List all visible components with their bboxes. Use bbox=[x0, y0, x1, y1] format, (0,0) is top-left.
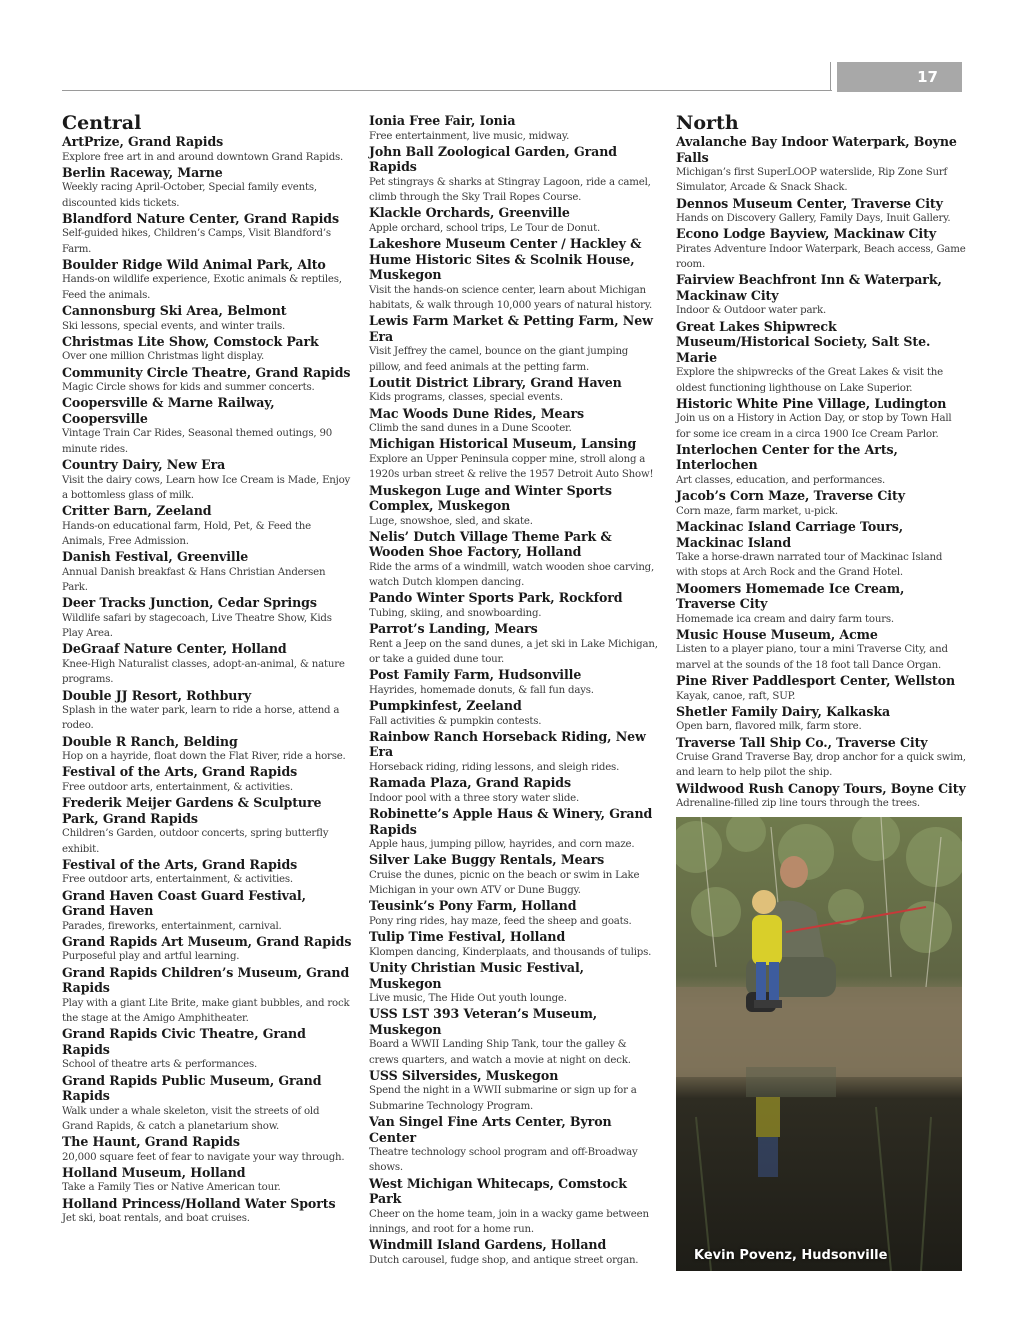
listing-name: Mac Woods Dune Rides, Mears bbox=[369, 405, 585, 421]
listing-name: Muskegon Luge and Winter Sports Complex, Muskegon bbox=[369, 482, 612, 514]
listing-entry bbox=[676, 627, 966, 673]
listing-description: Art classes, education, and performances. bbox=[676, 474, 886, 486]
listing-entry bbox=[369, 852, 659, 898]
listing-entry bbox=[369, 436, 659, 482]
listing-description: Ski lessons, special events, and winter trails. bbox=[62, 320, 286, 332]
listing-name: West Michigan Whitecaps, Comstock Park bbox=[369, 1175, 627, 1207]
listing-entry bbox=[62, 211, 352, 257]
listing-description: Spend the night in a WWII submarine or sign up for a Submarine Technology Program. bbox=[369, 1085, 637, 1112]
listing-description: Take a Family Ties or Native American tour. bbox=[62, 1182, 281, 1194]
listing-entry bbox=[369, 1114, 659, 1176]
listing-entry bbox=[62, 888, 352, 934]
listing-name: Double JJ Resort, Rothbury bbox=[62, 687, 252, 703]
listing-description: Pony ring rides, hay maze, feed the sheep and goats. bbox=[369, 915, 632, 927]
listing-entry bbox=[62, 934, 352, 965]
listing-description: Cheer on the home team, join in a wacky game between innings, and root for a home run. bbox=[369, 1208, 649, 1235]
listing-entry bbox=[62, 549, 352, 595]
listing-entry bbox=[62, 1196, 352, 1227]
listing-name: USS Silversides, Muskegon bbox=[369, 1067, 559, 1083]
listing-description: Rent a Jeep on the sand dunes, a jet ski in Lake Michigan, or take a guided dune tour. bbox=[369, 638, 658, 666]
photo-father-child-fishing bbox=[676, 817, 962, 1271]
listing-name: Community Circle Theatre, Grand Rapids bbox=[62, 364, 351, 380]
listing-entry bbox=[676, 488, 966, 519]
listing-entry bbox=[369, 806, 659, 852]
listing-name: Wildwood Rush Canopy Tours, Boyne City bbox=[676, 780, 966, 796]
listing-name: Music House Museum, Acme bbox=[676, 626, 878, 642]
listing-entry bbox=[62, 764, 352, 795]
listing-name: Grand Rapids Public Museum, Grand Rapids bbox=[62, 1072, 322, 1104]
listing-entry bbox=[62, 1134, 352, 1165]
listing-description: Explore free art in and around downtown Grand Rapids. bbox=[62, 151, 344, 163]
listing-description: Klompen dancing, Kinderplaats, and thousands of tulips. bbox=[369, 946, 652, 958]
listing-entry bbox=[369, 1237, 659, 1268]
listing-description: School of theatre arts & performances. bbox=[62, 1059, 258, 1071]
listing-description: Jet ski, boat rentals, and boat cruises. bbox=[62, 1213, 250, 1225]
listing-description: Live music, The Hide Out youth lounge. bbox=[369, 993, 567, 1005]
listing-name: Holland Museum, Holland bbox=[62, 1164, 246, 1180]
page-number-text: 17 bbox=[917, 68, 938, 86]
listing-description: Horseback riding, riding lessons, and sleigh rides. bbox=[369, 761, 620, 773]
listing-entry bbox=[676, 704, 966, 735]
listing-description: Take a horse-drawn narrated tour of Mackinac Island with stops at Arch Rock and the Grand Hotel. bbox=[676, 552, 943, 579]
listing-name: Jacob’s Corn Maze, Traverse City bbox=[676, 488, 905, 504]
listing-entry bbox=[369, 960, 659, 1006]
listing-name: Klackle Orchards, Greenville bbox=[369, 205, 570, 221]
listing-name: Nelis’ Dutch Village Theme Park & Wooden Shoe Factory, Holland bbox=[369, 528, 612, 560]
listing-description: Kids programs, classes, special events. bbox=[369, 392, 563, 404]
listing-entry bbox=[676, 442, 966, 488]
listing-entry bbox=[369, 236, 659, 313]
listing-description: Board a WWII Landing Ship Tank, tour the galley & crews quarters, and watch a movie at night on deck. bbox=[369, 1039, 631, 1066]
listing-description: Pet stingrays & sharks at Stingray Lagoon, ride a camel, climb through the Sky Trail Ropes Course. bbox=[369, 176, 651, 204]
listing-name: Frederik Meijer Gardens & Sculpture Park, Grand Rapids bbox=[62, 795, 322, 826]
listing-entry bbox=[369, 406, 659, 437]
listing-description: Explore the shipwrecks of the Great Lakes & visit the oldest functioning lighthouse on Lake Superior. bbox=[676, 367, 943, 394]
listing-entry bbox=[676, 226, 966, 272]
listing-description: Dutch carousel, fudge shop, and antique street organ. bbox=[369, 1254, 639, 1266]
listing-description: Annual Danish breakfast & Hans Christian Andersen Park. bbox=[62, 566, 326, 594]
listing-name: Deer Tracks Junction, Cedar Springs bbox=[62, 595, 317, 611]
listing-name: Christmas Lite Show, Comstock Park bbox=[62, 333, 319, 349]
north-entries bbox=[676, 134, 966, 812]
listing-name: Festival of the Arts, Grand Rapids bbox=[62, 856, 298, 872]
listing-description: Walk under a whale skeleton, visit the streets of old Grand Rapids, & catch a planetarium show. bbox=[62, 1105, 320, 1132]
listing-description: Theatre technology school program and off-Broadway shows. bbox=[369, 1147, 638, 1174]
listing-name: Lewis Farm Market & Petting Farm, New Era bbox=[369, 313, 653, 344]
listing-name: Cannonsburg Ski Area, Belmont bbox=[62, 303, 287, 319]
listing-entry bbox=[676, 781, 966, 812]
listing-name: Double R Ranch, Belding bbox=[62, 733, 238, 749]
listing-entry bbox=[369, 205, 659, 236]
listing-entry bbox=[62, 134, 352, 165]
listing-name: Loutit District Library, Grand Haven bbox=[369, 374, 622, 390]
listing-name: Tulip Time Festival, Holland bbox=[369, 929, 566, 945]
photo-caption: Kevin Povenz, Hudsonville bbox=[694, 1248, 888, 1263]
listing-description: Michigan’s first SuperLOOP waterslide, Rip Zone Surf Simulator, Arcade & Snack Shack. bbox=[676, 167, 948, 194]
listing-name: Blandford Nature Center, Grand Rapids bbox=[62, 210, 339, 226]
north-column bbox=[676, 113, 966, 812]
listing-description: Apple haus, jumping pillow, hayrides, and corn maze. bbox=[369, 839, 635, 851]
listing-description: Vintage Train Car Rides, Seasonal themed outings, 90 minute rides. bbox=[62, 428, 333, 455]
listing-entry bbox=[369, 667, 659, 698]
listing-name: John Ball Zoological Garden, Grand Rapids bbox=[369, 143, 617, 175]
listing-description: Listen to a player piano, tour a mini Traverse City, and marvel at the sounds of the 18 foot tall Dance Organ. bbox=[676, 644, 948, 671]
listing-entry bbox=[62, 595, 352, 641]
listing-description: Tubing, skiing, and snowboarding. bbox=[369, 607, 542, 619]
listing-entry bbox=[62, 1073, 352, 1135]
listing-entry bbox=[62, 165, 352, 211]
listing-entry bbox=[369, 929, 659, 960]
listing-entry bbox=[676, 134, 966, 196]
listing-name: Festival of the Arts, Grand Rapids bbox=[62, 764, 298, 780]
listing-name: USS LST 393 Veteran’s Museum, Muskegon bbox=[369, 1006, 598, 1037]
listing-entry bbox=[62, 688, 352, 734]
listing-name: The Haunt, Grand Rapids bbox=[62, 1134, 240, 1150]
listing-name: Berlin Raceway, Marne bbox=[62, 164, 223, 180]
listing-description: 20,000 square feet of fear to navigate your way through. bbox=[62, 1151, 345, 1163]
listing-description: Climb the sand dunes in a Dune Scooter. bbox=[369, 423, 572, 435]
listing-name: Danish Festival, Greenville bbox=[62, 549, 249, 565]
listing-description: Hayrides, homemade donuts, & fall fun days. bbox=[369, 684, 594, 696]
listing-description: Parades, fireworks, entertainment, carnival. bbox=[62, 920, 282, 932]
listing-description: Weekly racing April-October, Special family events, discounted kids tickets. bbox=[62, 182, 317, 209]
listing-entry bbox=[62, 641, 352, 687]
listing-description: Corn maze, farm market, u-pick. bbox=[676, 505, 838, 517]
listing-entry bbox=[62, 457, 352, 503]
listing-name: Pine River Paddlesport Center, Wellston bbox=[676, 673, 956, 689]
listing-entry bbox=[62, 857, 352, 888]
listing-description: Open barn, flavored milk, farm store. bbox=[676, 721, 862, 733]
listing-name: Parrot’s Landing, Mears bbox=[369, 621, 538, 637]
listing-description: Explore an Upper Peninsula copper mine, stroll along a 1920s urban street & relive the 1957 Detroit Auto Show! bbox=[369, 453, 654, 481]
listing-description: Free outdoor arts, entertainment, & activities. bbox=[62, 874, 293, 886]
listing-description: Hands-on educational farm, Hold, Pet, & Feed the Animals, Free Admission. bbox=[62, 520, 311, 547]
listing-description: Join us on a History in Action Day, or stop by Town Hall for some ice cream in a circa 1900 Ice Cream Parlor. bbox=[676, 413, 952, 440]
listing-name: Country Dairy, New Era bbox=[62, 457, 226, 473]
listing-name: Grand Rapids Children’s Museum, Grand Rapids bbox=[62, 964, 350, 996]
listing-entry bbox=[62, 365, 352, 396]
listing-description: Cruise Grand Traverse Bay, drop anchor for a quick swim, and learn to help pilot the ship. bbox=[676, 752, 966, 779]
listing-description: Hop on a hayride, float down the Flat River, ride a horse. bbox=[62, 751, 346, 763]
listing-description: Indoor pool with a three story water slide. bbox=[369, 792, 580, 804]
listing-name: Rainbow Ranch Horseback Riding, New Era bbox=[369, 728, 646, 760]
listing-name: Traverse Tall Ship Co., Traverse City bbox=[676, 734, 928, 750]
listing-name: Teusink’s Pony Farm, Holland bbox=[369, 898, 577, 914]
listing-description: Indoor & Outdoor water park. bbox=[676, 305, 826, 317]
listing-description: Visit Jeffrey the camel, bounce on the giant jumping pillow, and feed animals at the petting farm. bbox=[369, 346, 629, 373]
listing-name: Holland Princess/Holland Water Sports bbox=[62, 1195, 336, 1211]
listing-description: Knee-High Naturalist classes, adopt-an-animal, & nature programs. bbox=[62, 658, 345, 686]
listing-entry bbox=[369, 775, 659, 806]
listing-entry bbox=[369, 698, 659, 729]
listing-name: Critter Barn, Zeeland bbox=[62, 503, 212, 519]
listing-description: Kayak, canoe, raft, SUP. bbox=[676, 690, 796, 702]
section-title-central: Central bbox=[62, 112, 142, 134]
listing-name: Van Singel Fine Arts Center, Byron Center bbox=[369, 1114, 612, 1145]
middle-entries bbox=[369, 113, 659, 1268]
listing-entry bbox=[369, 1068, 659, 1114]
listing-name: Moomers Homemade Ice Cream, Traverse City bbox=[676, 580, 905, 612]
listing-name: Lakeshore Museum Center / Hackley & Hume Historic Sites & Scolnik House, Muskegon bbox=[369, 236, 642, 283]
listing-entry bbox=[62, 257, 352, 303]
listing-description: Free entertainment, live music, midway. bbox=[369, 130, 570, 142]
listing-entry bbox=[369, 113, 659, 144]
listing-entry bbox=[62, 303, 352, 334]
listing-entry bbox=[62, 1026, 352, 1072]
listing-name: DeGraaf Nature Center, Holland bbox=[62, 641, 287, 657]
listing-description: Fall activities & pumpkin contests. bbox=[369, 715, 542, 727]
listing-description: Hands-on wildlife experience, Exotic animals & reptiles, Feed the animals. bbox=[62, 274, 342, 301]
listing-entry bbox=[62, 795, 352, 857]
listing-entry bbox=[62, 395, 352, 457]
listing-description: Apple orchard, school trips, Le Tour de Donut. bbox=[369, 222, 601, 234]
listing-description: Wildlife safari by stagecoach, Live Theatre Show, Kids Play Area. bbox=[62, 612, 332, 640]
listing-name: Ramada Plaza, Grand Rapids bbox=[369, 775, 571, 791]
header-rule-divider bbox=[830, 62, 831, 91]
listing-description: Visit the hands-on science center, learn about Michigan habitats, & walk through 10,000 years of natural history. bbox=[369, 284, 653, 311]
photo-image bbox=[676, 817, 962, 1271]
central-entries bbox=[62, 134, 352, 1227]
page-number bbox=[837, 62, 962, 92]
listing-entry bbox=[62, 334, 352, 365]
listing-name: Ionia Free Fair, Ionia bbox=[369, 113, 516, 128]
listing-entry bbox=[369, 621, 659, 667]
listing-entry bbox=[369, 313, 659, 375]
listing-name: Shetler Family Dairy, Kalkaska bbox=[676, 703, 891, 719]
listing-name: Unity Christian Music Festival, Muskegon bbox=[369, 960, 584, 991]
listing-description: Over one million Christmas light display. bbox=[62, 351, 265, 363]
listing-entry bbox=[676, 196, 966, 227]
listing-description: Play with a giant Lite Brite, make giant bubbles, and rock the stage at the Amigo Amphitheater. bbox=[62, 997, 350, 1024]
listing-description: Purposeful play and artful learning. bbox=[62, 951, 240, 963]
listing-description: Luge, snowshoe, sled, and skate. bbox=[369, 515, 533, 527]
listing-entry bbox=[62, 965, 352, 1027]
listing-entry bbox=[676, 396, 966, 442]
listing-entry bbox=[369, 729, 659, 775]
listing-description: Hands on Discovery Gallery, Family Days, Inuit Gallery. bbox=[676, 213, 951, 225]
listing-name: Windmill Island Gardens, Holland bbox=[369, 1237, 607, 1253]
listing-entry bbox=[369, 898, 659, 929]
listing-description: Self-guided hikes, Children’s Camps, Visit Blandford’s Farm. bbox=[62, 228, 331, 255]
listing-name: Historic White Pine Village, Ludington bbox=[676, 395, 947, 411]
listing-name: Michigan Historical Museum, Lansing bbox=[369, 436, 637, 452]
listing-name: Post Family Farm, Hudsonville bbox=[369, 667, 582, 683]
listing-description: Cruise the dunes, picnic on the beach or swim in Lake Michigan in your own ATV or Dune Buggy. bbox=[369, 869, 640, 897]
listing-description: Adrenaline-filled zip line tours through the trees. bbox=[676, 798, 920, 810]
listing-name: Fairview Beachfront Inn & Waterpark, Mackinaw City bbox=[676, 272, 942, 303]
listing-name: Grand Rapids Art Museum, Grand Rapids bbox=[62, 933, 352, 949]
listing-name: Grand Haven Coast Guard Festival, Grand Haven bbox=[62, 887, 306, 919]
listing-description: Visit the dairy cows, Learn how Ice Cream is Made, Enjoy a bottomless glass of milk. bbox=[62, 474, 351, 501]
listing-name: Great Lakes Shipwreck Museum/Historical Society, Salt Ste. Marie bbox=[676, 318, 931, 365]
listing-description: Splash in the water park, learn to ride a horse, attend a rodeo. bbox=[62, 705, 340, 732]
listing-name: Interlochen Center for the Arts, Interlochen bbox=[676, 441, 898, 473]
listing-entry bbox=[62, 1165, 352, 1196]
listing-description: Pirates Adventure Indoor Waterpark, Beach access, Game room. bbox=[676, 243, 966, 271]
listing-name: Grand Rapids Civic Theatre, Grand Rapids bbox=[62, 1026, 306, 1057]
listing-entry bbox=[676, 735, 966, 781]
listing-name: Dennos Museum Center, Traverse City bbox=[676, 195, 943, 211]
listing-description: Homemade ica cream and dairy farm tours. bbox=[676, 613, 894, 625]
listing-entry bbox=[62, 503, 352, 549]
listing-entry bbox=[676, 319, 966, 396]
listing-name: Pando Winter Sports Park, Rockford bbox=[369, 590, 623, 606]
listing-entry bbox=[676, 673, 966, 704]
listing-entry bbox=[369, 375, 659, 406]
listing-entry bbox=[369, 483, 659, 529]
listing-entry bbox=[676, 519, 966, 581]
listing-entry bbox=[369, 1006, 659, 1068]
listing-description: Free outdoor arts, entertainment, & activities. bbox=[62, 781, 293, 793]
listing-name: Econo Lodge Bayview, Mackinaw City bbox=[676, 226, 937, 242]
listing-name: Pumpkinfest, Zeeland bbox=[369, 698, 522, 714]
listing-name: Silver Lake Buggy Rentals, Mears bbox=[369, 852, 605, 868]
listing-name: Avalanche Bay Indoor Waterpark, Boyne Falls bbox=[676, 134, 957, 165]
listing-description: Magic Circle shows for kids and summer concerts. bbox=[62, 382, 315, 394]
section-title-north: North bbox=[676, 112, 739, 134]
listing-entry bbox=[369, 590, 659, 621]
listing-entry bbox=[369, 1176, 659, 1238]
listing-name: Boulder Ridge Wild Animal Park, Alto bbox=[62, 256, 326, 272]
listing-name: ArtPrize, Grand Rapids bbox=[62, 134, 224, 149]
listing-name: Mackinac Island Carriage Tours, Mackinac Island bbox=[676, 519, 904, 550]
listing-entry bbox=[369, 529, 659, 591]
listing-description: Children’s Garden, outdoor concerts, spring butterfly exhibit. bbox=[62, 828, 329, 855]
central-column bbox=[62, 113, 352, 1227]
listing-name: Coopersville & Marne Railway, Coopersville bbox=[62, 395, 275, 426]
header-rule bbox=[62, 90, 832, 91]
listing-description: Ride the arms of a windmill, watch wooden shoe carving, watch Dutch klompen dancing. bbox=[369, 561, 655, 589]
middle-column bbox=[369, 113, 659, 1268]
listing-entry bbox=[676, 581, 966, 627]
listing-entry bbox=[369, 144, 659, 206]
listing-entry bbox=[676, 272, 966, 318]
listing-entry bbox=[62, 734, 352, 765]
listing-name: Robinette’s Apple Haus & Winery, Grand Rapids bbox=[369, 806, 653, 837]
